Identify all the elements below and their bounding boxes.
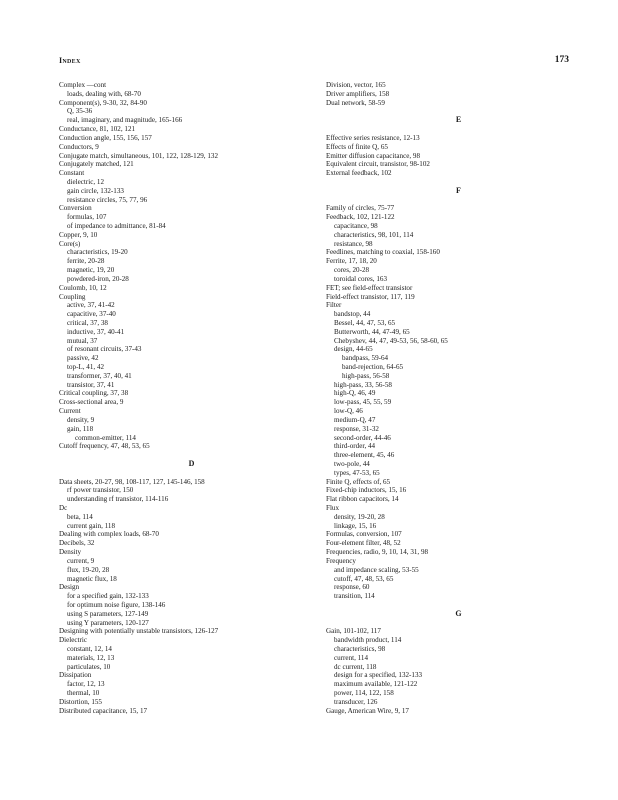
index-subentry: power, 114, 122, 158 [334,689,394,698]
index-entry: Flat ribbon capacitors, 14 [326,495,399,504]
index-subentry: powdered-iron, 20-28 [67,274,129,283]
index-entry: Frequencies, radio, 9, 10, 14, 31, 98 [326,548,429,557]
index-subentry: density, 9 [67,415,95,424]
index-entry: Data sheets, 20-27, 98, 108-117, 127, 145-146, 158 [59,477,205,486]
index-entry: Emitter diffusion capacitance, 98 [326,151,421,160]
index-entry: Component(s), 9-30, 32, 84-90 [59,98,147,107]
index-subentry: understanding rf transistor, 114-116 [67,495,169,504]
index-entry: Conductors, 9 [59,142,99,151]
index-entry: Fixed-chip inductors, 15, 16 [326,486,407,495]
index-entry: Equivalent circuit, transistor, 98-102 [326,160,430,169]
index-entry: Distributed capacitance, 15, 17 [59,706,148,715]
index-subentry: cores, 20-28 [334,266,370,275]
index-entry: Conjugate match, simultaneous, 101, 122, 128-129, 132 [59,151,218,160]
index-subentry: resistance, 98 [334,239,373,248]
index-subentry: third-order, 44 [334,442,376,451]
index-subentry: bandpass, 59-64 [342,354,389,363]
section-letter-heading: E [455,115,462,125]
index-subentry: dielectric, 12 [67,177,105,186]
index-subentry: two-pole, 44 [334,459,370,468]
index-entry: Coulomb, 10, 12 [59,283,107,292]
index-entry: Distortion, 155 [59,697,102,706]
index-subentry: characteristics, 19-20 [67,248,128,257]
index-subentry: transformer, 37, 40, 41 [67,371,132,380]
index-subentry: characteristics, 98, 101, 114 [334,230,414,239]
section-letter-heading: D [188,458,195,468]
index-entry: Conduction angle, 155, 156, 157 [59,133,152,142]
index-subentry: top-L, 41, 42 [67,363,105,371]
index-subentry: flux, 19-20, 28 [67,565,110,574]
index-subentry: gain circle, 132-133 [67,186,124,195]
index-entry: Frequency [326,556,356,565]
index-entry: Four-element filter, 48, 52 [326,539,401,548]
index-entry: Constant [59,169,85,178]
index-entry: Cutoff frequency, 47, 48, 53, 65 [59,442,150,451]
index-entry: Dc [59,504,68,512]
index-subentry: maximum available, 121-122 [334,680,418,689]
index-subentry: for optimum noise figure, 138-146 [67,600,166,609]
index-entry: Cross-sectional area, 9 [59,398,124,407]
page-number: 173 [554,55,569,65]
index-subentry: common-emitter, 114 [75,433,136,442]
index-subentry: toroidal cores, 163 [334,274,387,283]
index-subentry: rf power transistor, 150 [67,486,134,495]
index-entry: Complex —cont [59,81,107,89]
index-subentry: design, 44-65 [334,345,373,354]
index-subentry: low-Q, 46 [334,407,363,416]
index-entry: Copper, 9, 10 [59,230,98,239]
index-subentry: second-order, 44-46 [334,433,391,442]
section-letter-heading: G [455,608,462,618]
index-subentry: bandwidth product, 114 [334,636,402,645]
index-subentry: gain, 118 [67,424,94,433]
index-entry: Dealing with complex loads, 68-70 [59,530,159,539]
index-entry: Density [59,548,82,557]
index-entry: Division, vector, 165 [326,81,386,89]
index-subentry: Butterworth, 44, 47-49, 65 [334,327,410,336]
right-index-column [326,81,591,716]
index-subentry: using Y parameters, 120-127 [67,618,149,627]
index-subentry: thermal, 10 [67,689,100,698]
index-entry: Critical coupling, 37, 38 [59,389,129,398]
section-spacer [59,469,324,478]
index-subentry: low-pass, 45, 55, 59 [334,398,392,407]
index-subentry: real, imaginary, and magnitude, 165-166 [67,116,183,125]
index-subentry: response, 60 [334,583,370,592]
index-entry: Current [59,407,81,416]
index-subentry: characteristics, 98 [334,645,386,653]
index-subentry: capacitive, 37-40 [67,310,116,319]
index-subentry: beta, 114 [67,512,93,521]
running-header-title: Index [59,56,81,65]
index-entry: Family of circles, 75-77 [326,204,395,213]
index-subentry: transistor, 37, 41 [67,380,115,389]
index-entry: Field-effect transistor, 117, 119 [326,292,415,301]
index-subentry: band-rejection, 64-65 [342,363,404,371]
index-entry: Conjugately matched, 121 [59,160,134,169]
index-subentry: current gain, 118 [67,521,115,530]
index-subentry: and impedance scaling, 53-55 [334,565,419,574]
index-subentry: three-element, 45, 46 [334,451,395,460]
index-subentry: magnetic flux, 18 [67,574,117,583]
index-subentry: Bessel, 44, 47, 53, 65 [334,318,396,327]
index-subentry: high-pass, 56-58 [342,371,390,380]
index-entry: Formulas, conversion, 107 [326,530,402,539]
index-subentry: medium-Q, 47 [334,415,376,424]
index-subentry: dc current, 118 [334,662,377,671]
index-subentry: ferrite, 20-28 [67,257,105,266]
index-entry: Gain, 101-102, 117 [326,627,381,636]
index-entry: Conductance, 81, 102, 121 [59,125,136,134]
index-subentry: formulas, 107 [67,213,107,222]
index-entry: Core(s) [59,239,81,248]
index-subentry: response, 31-32 [334,424,379,433]
index-entry: Gauge, American Wire, 9, 17 [326,706,409,715]
index-subentry: cutoff, 47, 48, 53, 65 [334,574,394,583]
index-entry: Ferrite, 17, 18, 20 [326,257,377,266]
index-subentry: particulates, 10 [67,662,111,671]
index-subentry: critical, 37, 38 [67,318,108,327]
index-entry: FET; see field-effect transistor [326,283,413,292]
index-subentry: using S parameters, 127-149 [67,609,149,618]
index-subentry: design for a specified, 132-133 [334,671,423,680]
index-subentry: factor, 12, 13 [67,680,105,689]
index-entry: Dissipation [59,671,92,680]
index-entry: Flux [326,504,340,512]
index-subentry: high-pass, 33, 56-58 [334,380,392,389]
index-subentry: magnetic, 19, 20 [67,266,115,275]
section-spacer [326,619,591,628]
index-subentry: current, 114 [334,653,369,662]
index-entry: Design [59,583,80,592]
index-subentry: passive, 42 [67,354,99,363]
index-subentry: capacitance, 98 [334,222,378,230]
index-entry: External feedback, 102 [326,169,392,178]
index-subentry: transition, 114 [334,592,375,601]
index-entry: Driver amplifiers, 158 [326,89,390,98]
index-subentry: inductive, 37, 40-41 [67,327,125,336]
index-subentry: active, 37, 41-42 [67,301,115,310]
index-subentry: mutual, 37 [67,336,98,345]
index-entry: Feedback, 102, 121-122 [326,213,395,222]
section-letter-heading: F [456,185,461,195]
index-entry: Conversion [59,204,92,213]
index-subentry: Q, 35-36 [67,107,93,116]
index-subentry: materials, 12, 13 [67,653,115,662]
index-subentry: bandstop, 44 [334,310,371,319]
index-subentry: of resonant circuits, 37-43 [67,345,142,354]
index-entry: Dielectric [59,636,87,645]
index-subentry: current, 9 [67,556,95,565]
index-entry: Feedlines, matching to coaxial, 158-160 [326,248,440,257]
index-entry: Dual network, 58-59 [326,98,385,107]
index-subentry: constant, 12, 14 [67,645,112,653]
index-subentry: resistance circles, 75, 77, 96 [67,195,148,204]
index-entry: Effective series resistance, 12-13 [326,133,420,142]
index-entry: Filter [326,301,342,310]
index-subentry: of impedance to admittance, 81-84 [67,222,166,230]
index-entry: Effects of finite Q, 65 [326,142,388,151]
index-subentry: linkage, 15, 16 [334,521,377,530]
index-subentry: Chebyshev, 44, 47, 49-53, 56, 58-60, 65 [334,336,448,345]
index-subentry: density, 19-20, 28 [334,512,385,521]
index-entry: Finite Q, effects of, 65 [326,477,391,486]
section-spacer [326,196,591,205]
section-spacer [326,125,591,134]
index-subentry: high-Q, 46, 49 [334,389,376,398]
index-entry: Decibels, 32 [59,539,95,548]
left-index-column [59,81,324,716]
index-entry: Designing with potentially unstable transistors, 126-127 [59,627,219,636]
index-subentry: types, 47-53, 65 [334,468,380,477]
index-entry: Coupling [59,292,86,301]
index-subentry: for a specified gain, 132-133 [67,592,149,601]
index-subentry: transducer, 126 [334,697,378,706]
index-subentry: loads, dealing with, 68-70 [67,89,141,98]
